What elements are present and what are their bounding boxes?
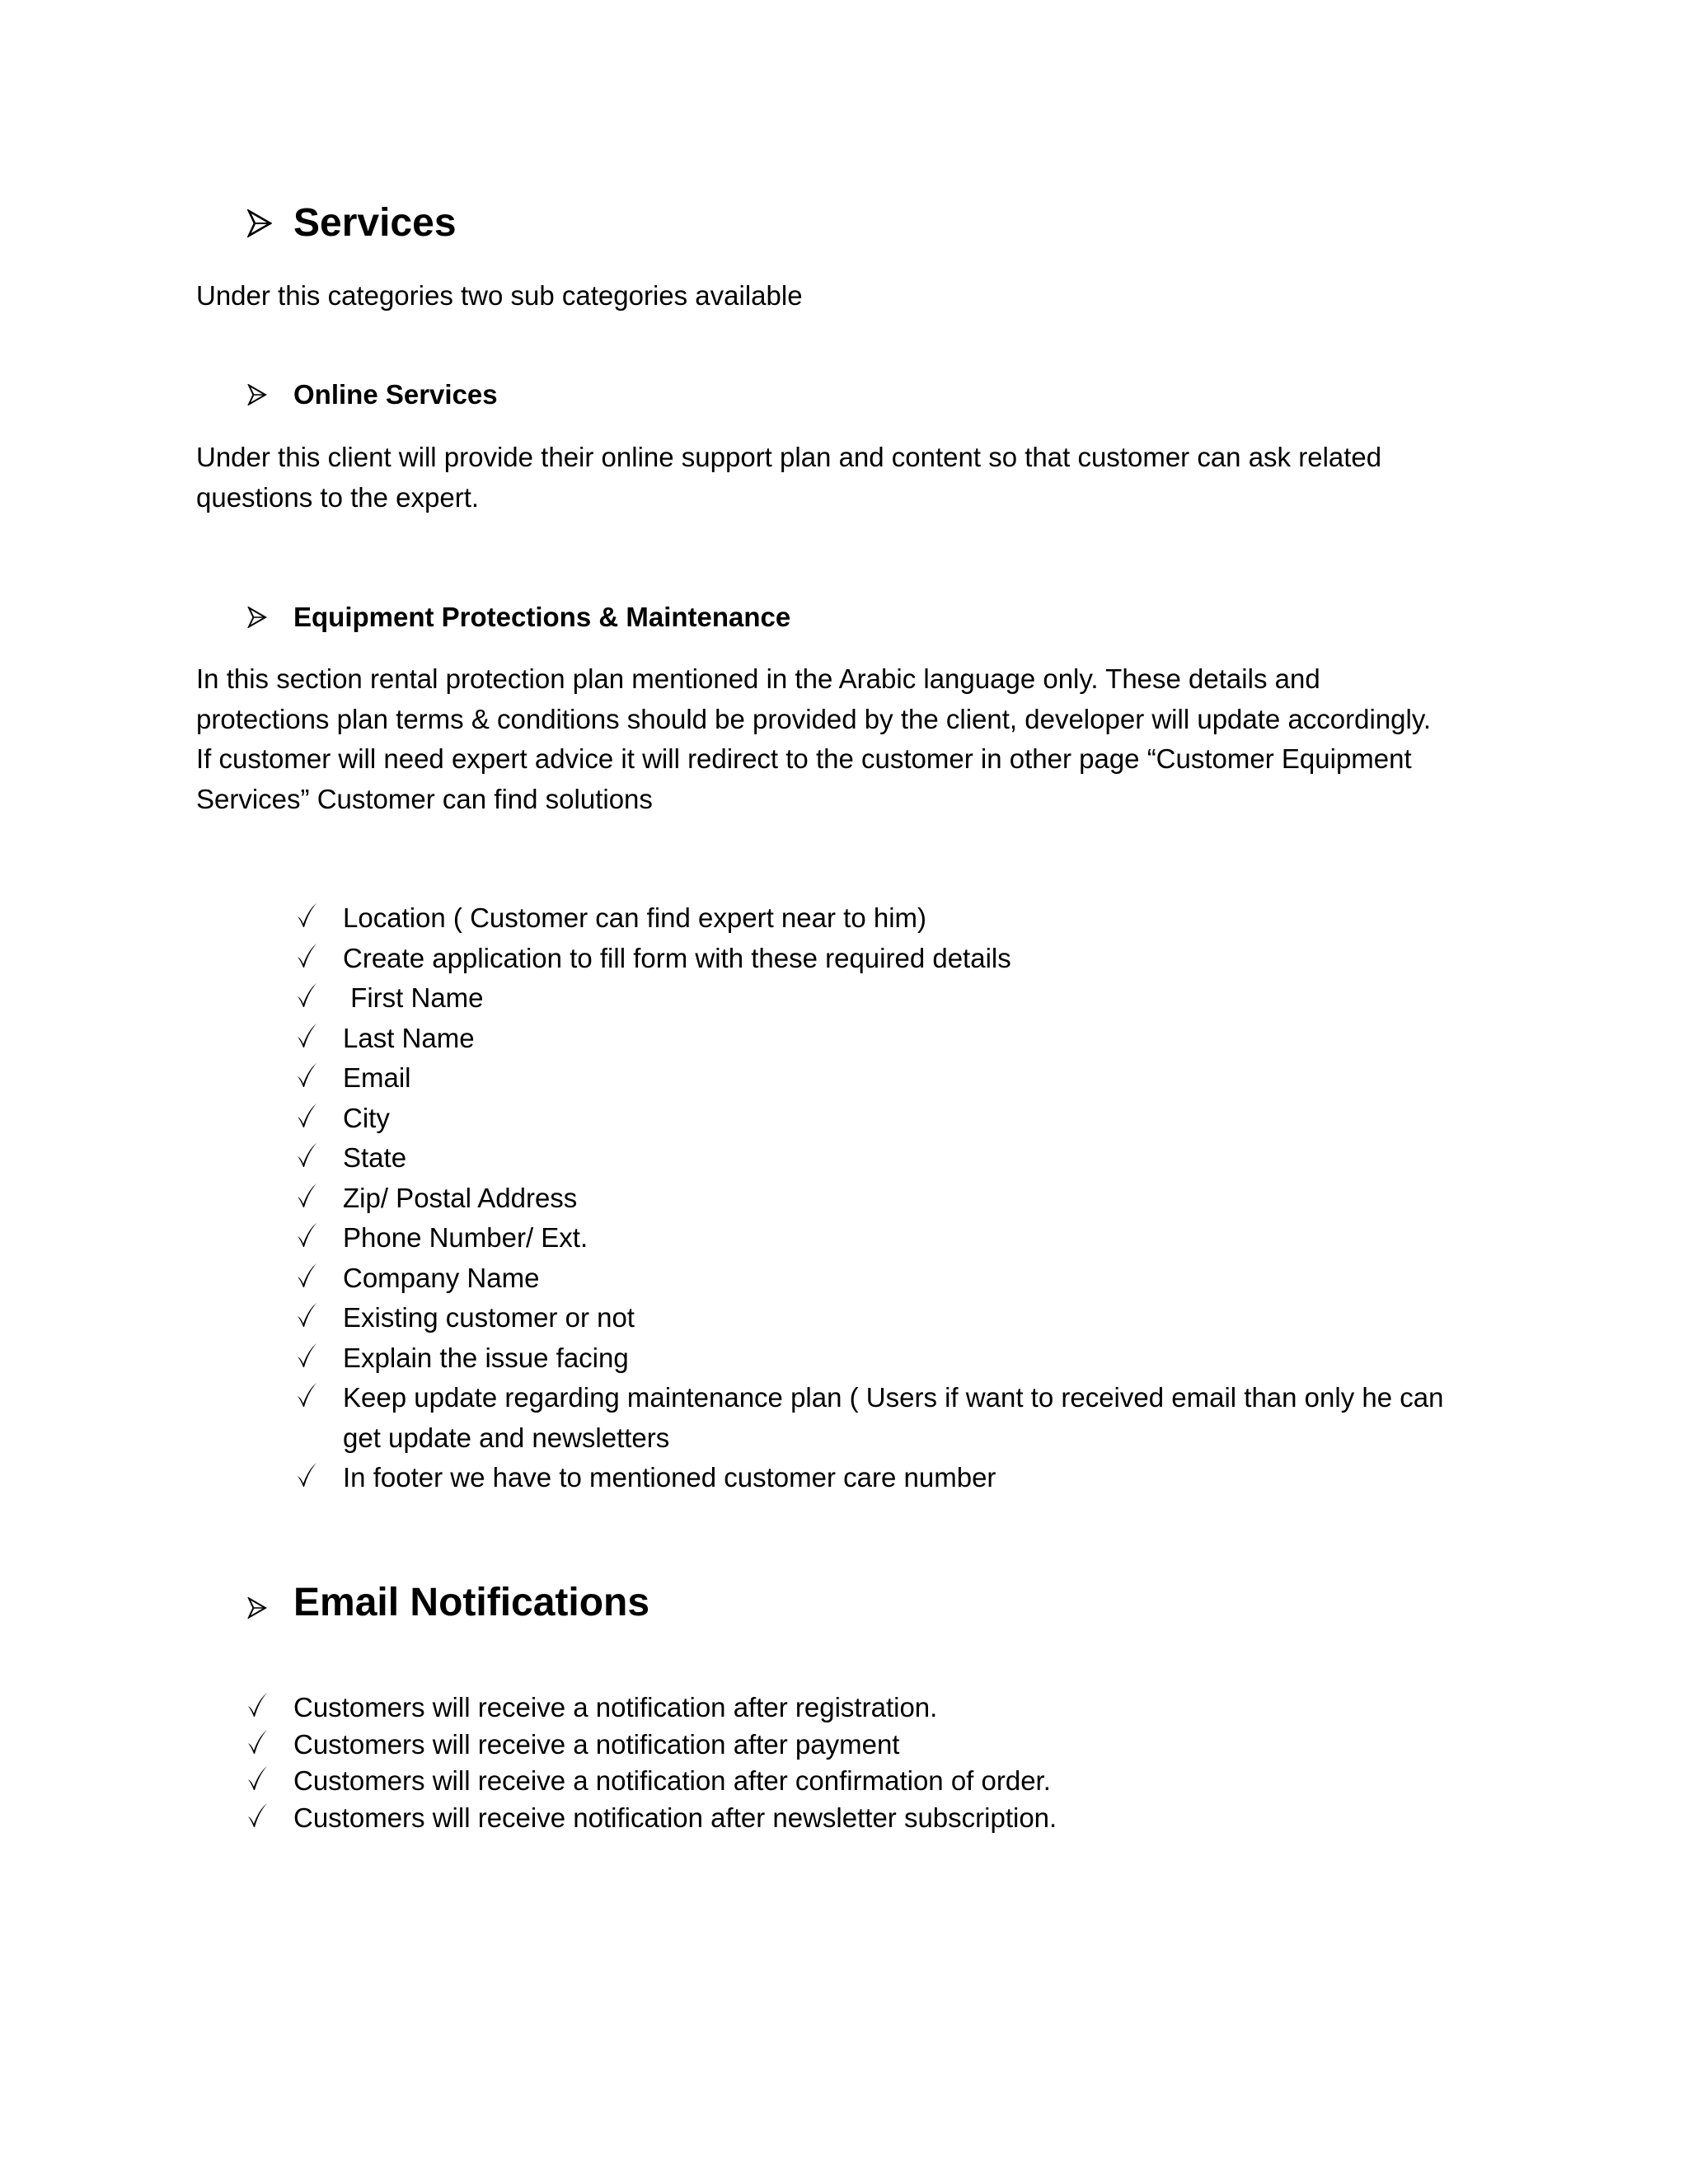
checkmark-icon xyxy=(246,1798,269,1831)
list-item: Customers will receive notification after newsletter subscription. xyxy=(246,1800,1057,1837)
checkmark-icon xyxy=(295,898,318,931)
equipment-paragraph: In this section rental protection plan mentioned in the Arabic language only. These details and protections plan terms & conditions should be provided by the client, developer will update accordingly. If customer will need expert advice it will redirect to the customer in other page “Customer Equipment Services” Customer can find solutions xyxy=(196,663,1432,814)
list-item: State xyxy=(295,1138,1443,1179)
list-item: City xyxy=(295,1099,1443,1139)
services-intro: Under this categories two sub categories available xyxy=(196,280,803,311)
checkmark-icon xyxy=(295,939,318,972)
checkmark-icon xyxy=(295,1338,318,1371)
list-item: Location ( Customer can find expert near to him) xyxy=(295,898,1443,939)
list-item: Create application to fill form with these required details xyxy=(295,939,1443,979)
list-item: Keep update regarding maintenance plan ( Users if want to received email than only he can xyxy=(295,1378,1443,1418)
list-item: Email xyxy=(295,1058,1443,1099)
checkmark-icon xyxy=(295,1019,318,1052)
email-notifications-checklist xyxy=(246,1690,1057,1836)
arrow-bullet-icon xyxy=(247,607,267,628)
checkmark-icon xyxy=(295,1179,318,1212)
online-services-paragraph: Under this client will provide their online support plan and content so that customer can ask related questions to the expert. xyxy=(196,442,1382,513)
list-item: Phone Number/ Ext. xyxy=(295,1218,1443,1258)
list-item: Last Name xyxy=(295,1019,1443,1059)
arrow-bullet-icon xyxy=(247,209,272,237)
equipment-heading: Equipment Protections & Maintenance xyxy=(293,602,791,632)
checkmark-icon xyxy=(295,1298,318,1331)
checkmark-icon xyxy=(295,1058,318,1091)
list-item: Customers will receive a notification after payment xyxy=(246,1727,1057,1764)
checkmark-icon xyxy=(295,1378,318,1411)
services-heading: Services xyxy=(293,201,457,245)
checkmark-icon xyxy=(295,1218,318,1251)
checkmark-icon xyxy=(246,1761,269,1794)
list-item: In footer we have to mentioned customer care number xyxy=(295,1458,1443,1498)
list-item: First Name xyxy=(295,978,1443,1019)
email-notifications-heading: Email Notifications xyxy=(293,1581,650,1624)
list-item: Explain the issue facing xyxy=(295,1338,1443,1379)
expert-checklist xyxy=(295,898,1443,1498)
checkmark-icon xyxy=(295,1099,318,1132)
online-services-heading: Online Services xyxy=(293,379,498,410)
list-item: Company Name xyxy=(295,1258,1443,1299)
arrow-bullet-icon xyxy=(247,1597,267,1619)
arrow-bullet-icon xyxy=(247,384,267,405)
checkmark-icon xyxy=(246,1725,269,1758)
list-item: Customers will receive a notification after registration. xyxy=(246,1690,1057,1727)
list-item: Existing customer or not xyxy=(295,1298,1443,1338)
checkmark-icon xyxy=(295,1458,318,1491)
checkmark-icon xyxy=(295,1138,318,1171)
checkmark-icon xyxy=(246,1688,269,1721)
list-item-continuation: get update and newsletters xyxy=(343,1422,670,1453)
list-item: Customers will receive a notification after confirmation of order. xyxy=(246,1763,1057,1800)
checkmark-icon xyxy=(295,1258,318,1291)
checkmark-icon xyxy=(295,978,318,1011)
list-item: Zip/ Postal Address xyxy=(295,1179,1443,1219)
